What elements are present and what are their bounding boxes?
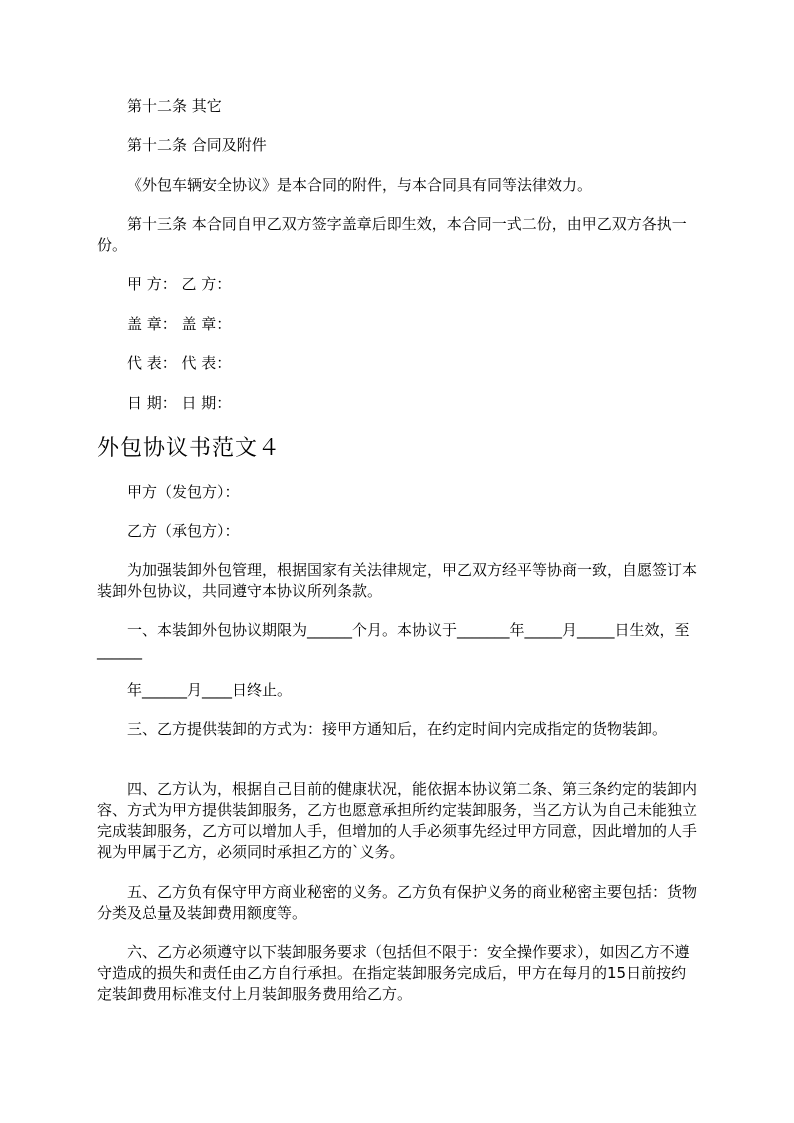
clause-5-confidentiality: 五、乙方负有保守甲方商业秘密的义务。乙方负有保护义务的商业秘密主要包括：货物分类及总量及装卸费用额度等。 bbox=[97, 883, 698, 922]
party-a-line: 甲方（发包方）： bbox=[127, 483, 240, 501]
party-b-line: 乙方（承包方）： bbox=[127, 522, 240, 540]
representative-signature-line: 代 表： 代 表： bbox=[127, 354, 232, 372]
article-12-contract-attachments: 第十二条 合同及附件 bbox=[127, 136, 267, 154]
section-heading: 外包协议书范文４ bbox=[97, 436, 282, 461]
party-signature-line: 甲 方： 乙 方： bbox=[127, 275, 232, 293]
clause-1-term-end: 年______月____日终止。 bbox=[127, 681, 293, 699]
date-signature-line: 日 期： 日 期： bbox=[127, 394, 232, 412]
preamble-paragraph: 为加强装卸外包管理，根据国家有关法律规定，甲乙双方经平等协商一致，自愿签订本装卸外包协议，共同遵守本协议所列条款。 bbox=[97, 561, 698, 600]
seal-signature-line: 盖 章： 盖 章： bbox=[127, 315, 232, 333]
clause-1-term: 一、本装卸外包协议期限为______个月。本协议于_______年_____月_____日生效，至______ bbox=[97, 621, 690, 660]
article-12-other: 第十二条 其它 bbox=[127, 97, 222, 115]
clause-3-method: 三、乙方提供装卸的方式为：接甲方通知后，在约定时间内完成指定的货物装卸。 bbox=[127, 720, 668, 738]
clause-6-requirements: 六、乙方必须遵守以下装卸服务要求（包括但不限于：安全操作要求），如因乙方不遵守造成的损失和责任由乙方自行承担。在指定装卸服务完成后，甲方在每月的15日前按约定装卸费用标准支付上月装卸服务费用给乙方。 bbox=[97, 943, 690, 1003]
clause-4-capacity: 四、乙方认为，根据自己目前的健康状况，能依据本协议第二条、第三条约定的装卸内容、方式为甲方提供装卸服务，乙方也愿意承担所约定装卸服务，当乙方认为自己未能独立完成装卸服务，乙方可以增加人手，但增加的人手必须事先经过甲方同意，因此增加的人手视为甲属于乙方，必须同时承担乙方的`义务。 bbox=[97, 780, 698, 861]
article-13-effect: 第十三条 本合同自甲乙双方签字盖章后即生效，本合同一式二份，由甲乙双方各执一份。 bbox=[97, 215, 687, 254]
attachment-statement: 《外包车辆安全协议》是本合同的附件，与本合同具有同等法律效力。 bbox=[127, 176, 593, 194]
